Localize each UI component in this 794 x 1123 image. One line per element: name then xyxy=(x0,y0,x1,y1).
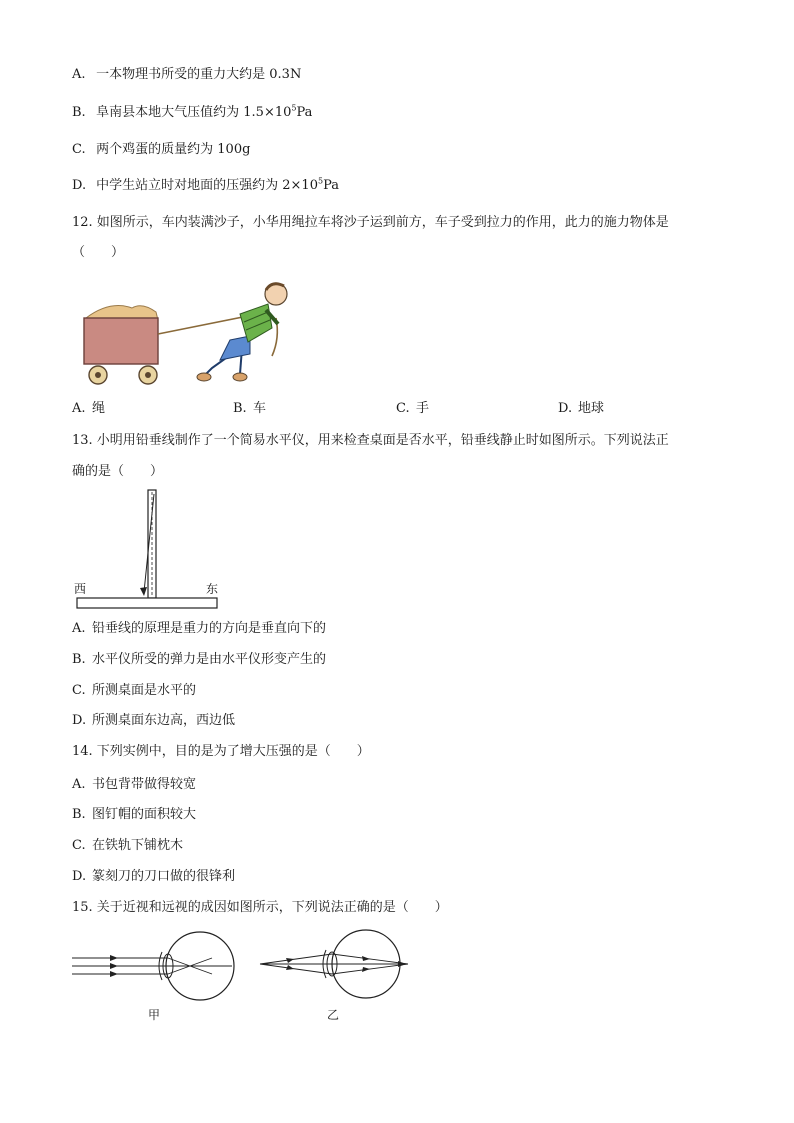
option-text: 在铁轨下铺枕木 xyxy=(92,838,184,853)
q12-option-c xyxy=(396,400,429,418)
q11-option-c xyxy=(72,141,250,159)
q12-stem: 12. 如图所示，车内装满沙子，小华用绳拉车将沙子运到前方，车子受到拉力的作用，此力的施力物体是 xyxy=(72,215,669,230)
q13-option-c xyxy=(72,682,196,700)
option-unit: Pa xyxy=(323,178,339,193)
option-label: C. xyxy=(72,683,86,698)
option-text: 一本物理书所受的重力大约是 0.3N xyxy=(96,67,302,82)
q14-option-a xyxy=(72,776,196,794)
option-label: A. xyxy=(72,401,86,416)
q11-option-b xyxy=(72,104,312,122)
q13-option-d xyxy=(72,712,235,730)
exponent: 5 xyxy=(317,176,324,186)
hyperopia-eye-diagram xyxy=(258,928,414,1002)
option-unit: Pa xyxy=(296,105,313,120)
q13-option-b xyxy=(72,651,326,669)
figure-label-yi: 乙 xyxy=(327,1008,340,1022)
option-label: D. xyxy=(72,713,87,728)
option-text: 铅垂线的原理是重力的方向是垂直向下的 xyxy=(92,621,327,636)
option-text: 绳 xyxy=(92,401,106,416)
q12-stem-cont: （ ） xyxy=(72,245,125,260)
option-text: 手 xyxy=(416,401,430,416)
option-label: B. xyxy=(233,401,247,416)
option-text: 所测桌面东边高，西边低 xyxy=(92,713,236,728)
option-text: 水平仪所受的弹力是由水平仪形变产生的 xyxy=(92,652,327,667)
q11-option-a xyxy=(72,66,301,84)
q12-option-a xyxy=(72,400,105,418)
option-label: C. xyxy=(396,401,410,416)
option-label: A. xyxy=(72,777,86,792)
option-label: B. xyxy=(72,652,86,667)
q13-stem-cont: 确的是（ ） xyxy=(72,464,164,479)
option-text: 阜南县本地大气压值约为 1.5×10 xyxy=(96,105,292,120)
option-text: 中学生站立时对地面的压强约为 2×10 xyxy=(96,178,318,193)
cart-pulling-figure xyxy=(80,278,310,388)
option-text: 两个鸡蛋的质量约为 100g xyxy=(96,142,251,157)
q13-stem: 13. 小明用铅垂线制作了一个简易水平仪，用来检查桌面是否水平，铅垂线静止时如图所示。下列说法正 xyxy=(72,433,669,448)
q14-option-c xyxy=(72,837,183,855)
q15-stem: 15. 关于近视和远视的成因如图所示，下列说法正确的是（ ） xyxy=(72,900,448,915)
q14-stem: 14. 下列实例中，目的是为了增大压强的是（ ） xyxy=(72,744,370,759)
option-label: C. xyxy=(72,142,86,157)
option-label: A. xyxy=(72,621,86,636)
option-text: 篆刻刀的刀口做的很锋利 xyxy=(92,869,236,884)
option-text: 图钉帽的面积较大 xyxy=(92,807,197,822)
q12-option-b xyxy=(233,400,266,418)
option-label: C. xyxy=(72,838,86,853)
myopia-eye-diagram xyxy=(72,930,242,1002)
option-label: B. xyxy=(72,807,86,822)
option-text: 车 xyxy=(253,401,267,416)
east-label: 东 xyxy=(206,582,219,596)
option-label: D. xyxy=(72,869,87,884)
plumb-level-figure xyxy=(76,488,221,610)
option-label: B. xyxy=(72,105,86,120)
option-text: 所测桌面是水平的 xyxy=(92,683,197,698)
option-text: 地球 xyxy=(578,401,605,416)
q13-option-a xyxy=(72,620,326,638)
option-label: D. xyxy=(558,401,573,416)
option-text: 书包背带做得较宽 xyxy=(92,777,197,792)
exponent: 5 xyxy=(291,103,297,113)
figure-label-jia: 甲 xyxy=(148,1008,161,1022)
option-label: D. xyxy=(72,178,87,193)
q14-option-b xyxy=(72,806,196,824)
option-label: A. xyxy=(72,67,86,82)
q14-option-d xyxy=(72,868,235,886)
west-label: 西 xyxy=(74,582,87,596)
q12-option-d xyxy=(558,400,604,418)
q11-option-d xyxy=(72,177,339,195)
